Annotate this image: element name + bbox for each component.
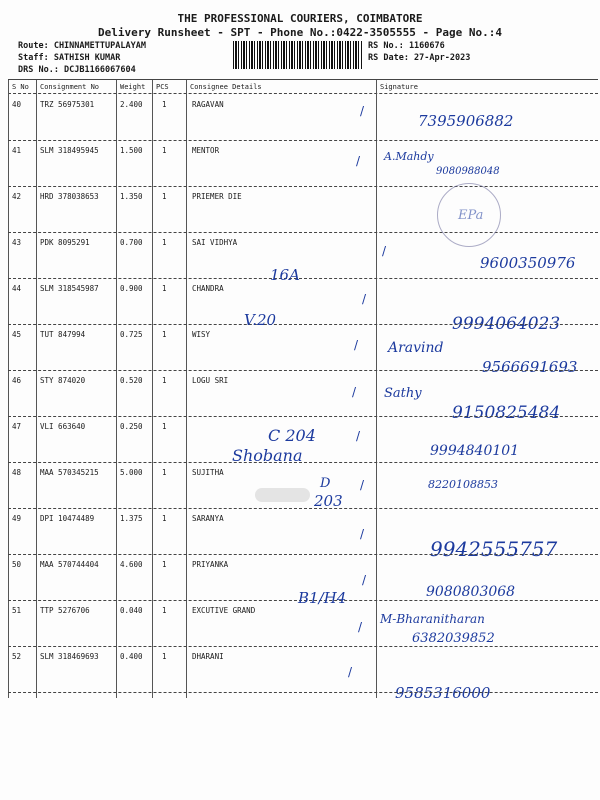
col-header-signature: Signature xyxy=(380,83,418,91)
row-pcs: 1 xyxy=(162,330,167,339)
row-consignee: PRIYANKA xyxy=(192,560,229,569)
signature-phone: 7395906882 xyxy=(418,112,514,130)
row-pcs: 1 xyxy=(162,606,167,615)
checkmark-icon: / xyxy=(356,429,361,443)
signature-phone: 9080988048 xyxy=(436,166,500,177)
row-consignment-no: SLM 318495945 xyxy=(40,146,99,155)
row-sno: 44 xyxy=(12,284,22,293)
col-divider xyxy=(376,80,377,698)
row-divider xyxy=(8,370,598,371)
row-consignment-no: HRD 378038653 xyxy=(40,192,99,201)
checkmark-icon: / xyxy=(352,385,357,399)
row-sno: 52 xyxy=(12,652,22,661)
row-consignment-no: SLM 318469693 xyxy=(40,652,99,661)
delivery-stamp xyxy=(437,183,501,247)
row-pcs: 1 xyxy=(162,284,167,293)
drs-label: DRS No.: DCJB1166067604 xyxy=(18,65,136,75)
signature-phone: 8220108853 xyxy=(428,478,498,491)
row-consignee: DHARANI xyxy=(192,652,224,661)
row-sno: 47 xyxy=(12,422,22,431)
handwritten-flat: V.20 xyxy=(244,311,277,329)
row-weight: 0.725 xyxy=(120,330,143,339)
checkmark-icon: / xyxy=(382,244,387,258)
col-header-pcs: PCS xyxy=(156,83,169,91)
row-sno: 46 xyxy=(12,376,22,385)
row-pcs: 1 xyxy=(162,422,167,431)
rs-date: RS Date: 27-Apr-2023 xyxy=(368,53,471,63)
row-consignee: PRIEMER DIE xyxy=(192,192,242,201)
row-divider xyxy=(8,140,598,141)
row-consignment-no: STY 874020 xyxy=(40,376,86,385)
row-divider xyxy=(8,232,598,233)
row-pcs: 1 xyxy=(162,238,167,247)
row-consignment-no: MAA 570345215 xyxy=(40,468,99,477)
row-sno: 50 xyxy=(12,560,22,569)
row-pcs: 1 xyxy=(162,100,167,109)
row-sno: 41 xyxy=(12,146,22,155)
row-divider xyxy=(8,462,598,463)
signature-phone: 6382039852 xyxy=(412,631,495,646)
row-pcs: 1 xyxy=(162,560,167,569)
row-pcs: 1 xyxy=(162,146,167,155)
checkmark-icon: / xyxy=(362,292,367,306)
row-weight: 0.250 xyxy=(120,422,143,431)
signature-name: A.Mahdy xyxy=(384,150,434,163)
row-consignment-no: TTP 5276706 xyxy=(40,606,90,615)
row-divider xyxy=(8,646,598,647)
signature-name: M-Bharanitharan xyxy=(380,612,485,626)
col-divider xyxy=(116,80,117,698)
row-divider xyxy=(8,692,598,693)
row-weight: 0.400 xyxy=(120,652,143,661)
row-consignment-no: TUT 847994 xyxy=(40,330,86,339)
checkmark-icon: / xyxy=(360,104,365,118)
row-weight: 0.040 xyxy=(120,606,143,615)
row-weight: 1.375 xyxy=(120,514,143,523)
rs-number: RS No.: 1160676 xyxy=(368,41,445,51)
row-pcs: 1 xyxy=(162,514,167,523)
row-weight: 1.500 xyxy=(120,146,143,155)
signature-phone: 9994064023 xyxy=(452,314,561,334)
checkmark-icon: / xyxy=(360,478,365,492)
checkmark-icon: / xyxy=(354,338,359,352)
stamp-signature: EPa xyxy=(458,208,484,223)
row-consignment-no: MAA 570744404 xyxy=(40,560,99,569)
redacted-mark xyxy=(255,488,310,502)
row-consignment-no: SLM 318545987 xyxy=(40,284,99,293)
row-divider xyxy=(8,554,598,555)
route-label: Route: CHINNAMETTUPALAYAM xyxy=(18,41,146,51)
company-title: THE PROFESSIONAL COURIERS, COIMBATORE xyxy=(177,12,423,25)
signature-phone: 9150825484 xyxy=(452,403,561,423)
col-divider xyxy=(152,80,153,698)
row-weight: 0.520 xyxy=(120,376,143,385)
signature-phone: 9585316000 xyxy=(395,684,491,702)
row-sno: 43 xyxy=(12,238,22,247)
row-consignee: RAGAVAN xyxy=(192,100,224,109)
handwritten-flat: 203 xyxy=(314,492,343,510)
col-divider xyxy=(186,80,187,698)
row-consignee: MENTOR xyxy=(192,146,220,155)
checkmark-icon: / xyxy=(358,620,363,634)
row-consignment-no: DPI 10474489 xyxy=(40,514,95,523)
row-consignee: WISY xyxy=(192,330,211,339)
table-top-border xyxy=(8,79,598,80)
signature-phone: 9942555757 xyxy=(430,537,558,561)
row-weight: 2.400 xyxy=(120,100,143,109)
checkmark-icon: / xyxy=(362,573,367,587)
row-sno: 40 xyxy=(12,100,22,109)
row-pcs: 1 xyxy=(162,468,167,477)
row-consignee: CHANDRA xyxy=(192,284,224,293)
row-consignee: EXCUTIVE GRAND xyxy=(192,606,256,615)
runsheet-subtitle: Delivery Runsheet - SPT - Phone No.:0422-3505555 - Page No.:4 xyxy=(98,26,502,39)
col-header-consignment: Consignment No xyxy=(40,83,100,91)
row-sno: 51 xyxy=(12,606,22,615)
row-weight: 5.000 xyxy=(120,468,143,477)
row-divider xyxy=(8,416,598,417)
barcode xyxy=(233,41,363,69)
handwritten-flat: C 204 xyxy=(268,426,316,445)
row-sno: 45 xyxy=(12,330,22,339)
row-pcs: 1 xyxy=(162,652,167,661)
col-header-weight: Weight xyxy=(120,83,146,91)
row-consignment-no: TRZ 56975301 xyxy=(40,100,95,109)
row-weight: 0.900 xyxy=(120,284,143,293)
signature-name: Aravind xyxy=(388,340,444,356)
row-divider xyxy=(8,278,598,279)
row-weight: 1.350 xyxy=(120,192,143,201)
col-divider xyxy=(36,80,37,698)
row-weight: 4.600 xyxy=(120,560,143,569)
row-consignee: LOGU SRI xyxy=(192,376,229,385)
header-divider xyxy=(8,93,598,94)
signature-phone: 9080803068 xyxy=(426,584,516,600)
signature-phone: 9566691693 xyxy=(482,358,578,376)
handwritten-flat: 16A xyxy=(270,266,300,284)
staff-label: Staff: SATHISH KUMAR xyxy=(18,53,121,63)
row-pcs: 1 xyxy=(162,376,167,385)
handwritten-flat: B1/H4 xyxy=(298,589,347,607)
row-sno: 49 xyxy=(12,514,22,523)
checkmark-icon: / xyxy=(348,665,353,679)
row-consignment-no: PDK 8095291 xyxy=(40,238,90,247)
handwritten-flat: D xyxy=(320,476,331,491)
col-header-consignee: Consignee Details xyxy=(190,83,262,91)
row-weight: 0.700 xyxy=(120,238,143,247)
row-sno: 48 xyxy=(12,468,22,477)
signature-phone: 9600350976 xyxy=(480,254,576,272)
handwritten-name: Shobana xyxy=(232,446,303,465)
row-divider xyxy=(8,186,598,187)
col-divider xyxy=(8,80,9,698)
row-consignee: SUJITHA xyxy=(192,468,224,477)
signature-phone: 9994840101 xyxy=(430,443,520,459)
row-consignment-no: VLI 663640 xyxy=(40,422,86,431)
row-pcs: 1 xyxy=(162,192,167,201)
checkmark-icon: / xyxy=(360,527,365,541)
row-sno: 42 xyxy=(12,192,22,201)
col-header-sno: S No xyxy=(12,83,29,91)
row-divider xyxy=(8,508,598,509)
checkmark-icon: / xyxy=(356,154,361,168)
row-consignee: SAI VIDHYA xyxy=(192,238,238,247)
signature-name: Sathy xyxy=(384,386,422,401)
row-consignee: SARANYA xyxy=(192,514,224,523)
row-divider xyxy=(8,324,598,325)
